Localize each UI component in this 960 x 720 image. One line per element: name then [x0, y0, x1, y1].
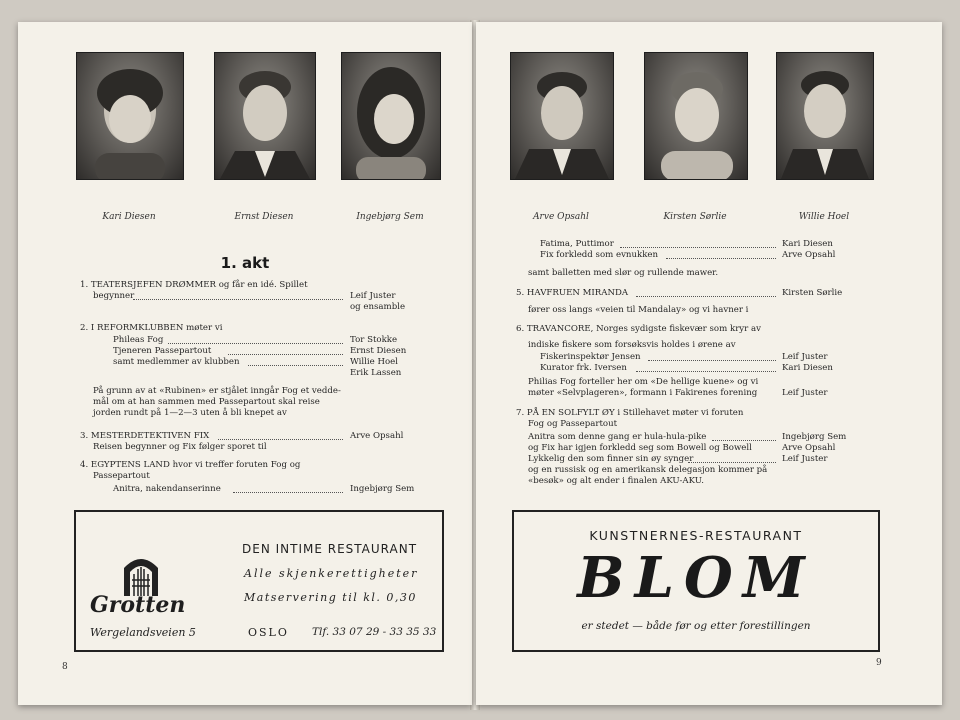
role-name: Leif Juster — [782, 352, 828, 362]
program-line: Passepartout — [93, 471, 150, 481]
program-line: Reisen begynner og Fix følger sporet til — [93, 442, 267, 452]
portrait-photo — [776, 52, 874, 180]
ad-title: DEN INTIME RESTAURANT — [242, 542, 418, 556]
ad-address: Wergelandsveien 5 — [90, 626, 196, 639]
ad-line: Alle skjenkerettigheter — [244, 567, 419, 580]
photo-caption: Ingebjørg Sem — [356, 212, 424, 222]
role-name: Ingebjørg Sem — [350, 484, 415, 494]
dot-leader — [636, 295, 776, 297]
photo-caption: Arve Opsahl — [533, 212, 589, 222]
dot-leader — [168, 342, 343, 344]
blom-ad — [512, 510, 880, 652]
dot-leader — [228, 353, 343, 355]
role-name: Arve Opsahl — [782, 443, 836, 453]
ad-line: Matservering til kl. 0,30 — [244, 591, 417, 604]
program-line: og en russisk og en amerikansk delegasjon kommer på — [528, 465, 768, 475]
portrait-photo — [644, 52, 748, 180]
program-line: 3. MESTERDETEKTIVEN FIX — [80, 431, 210, 441]
program-line: 7. PÅ EN SOLFYLT ØY i Stillehavet møter vi foruten — [516, 408, 744, 418]
blom-brand: BLOM — [577, 545, 815, 611]
grotten-logo-text: Grotten — [90, 592, 186, 618]
act-title: 1. akt — [220, 254, 270, 272]
program-line: jorden rundt på 1—2—3 uten å bli knepet av — [93, 408, 287, 418]
dot-leader — [648, 359, 776, 361]
left-page — [18, 22, 472, 705]
program-line: 6. TRAVANCORE, Norges sydigste fiskevær som kryr av — [516, 324, 761, 334]
program-line: Tjeneren Passepartout — [113, 346, 212, 356]
role-name: Kari Diesen — [782, 239, 833, 249]
program-line: 2. I REFORMKLUBBEN møter vi — [80, 323, 223, 333]
program-line: 5. HAVFRUEN MIRANDA — [516, 288, 629, 298]
grotten-ad — [74, 510, 444, 652]
program-line: Phileas Fog — [113, 335, 164, 345]
role-name: Leif Juster — [350, 291, 396, 301]
program-line: Anitra, nakendanserinne — [113, 484, 221, 494]
role-name: Ernst Diesen — [350, 346, 407, 356]
role-name: Arve Opsahl — [350, 431, 404, 441]
program-line: indiske fiskere som forsøksvis holdes i ørene av — [528, 340, 736, 350]
program-line: Philias Fog forteller her om «De hellige kuene» og vi — [528, 377, 759, 387]
role-name: Arve Opsahl — [782, 250, 836, 260]
role-name: Kirsten Sørlie — [782, 288, 843, 298]
program-line: Lykkelig den som finner sin øy synger — [528, 454, 694, 464]
dot-leader — [688, 461, 776, 463]
page-number: 9 — [876, 658, 882, 668]
program-line: Kurator frk. Iversen — [540, 363, 627, 373]
program-line: møter «Selvplageren», formann i Fakirenes forening — [528, 388, 758, 398]
portrait-photo — [510, 52, 614, 180]
dot-leader — [218, 438, 343, 440]
photo-caption: Kari Diesen — [102, 212, 156, 222]
right-page — [476, 22, 942, 705]
program-line: samt balletten med slør og rullende mawer. — [528, 268, 719, 278]
photo-caption: Kirsten Sørlie — [663, 212, 727, 222]
program-line: Fix forkledd som evnukken — [540, 250, 659, 260]
program-line: begynner — [93, 291, 135, 301]
portrait-photo — [341, 52, 441, 180]
role-name: Ingebjørg Sem — [782, 432, 847, 442]
program-line: Fatima, Puttimor — [540, 239, 614, 249]
role-name: Willie Hoel — [350, 357, 398, 367]
role-name: Kari Diesen — [782, 363, 833, 373]
program-line: fører oss langs «veien til Mandalay» og vi havner i — [528, 305, 749, 315]
program-line: og Fix har igjen forkledd seg som Bowell og Bowell — [528, 443, 752, 453]
dot-leader — [636, 370, 776, 372]
dot-leader — [666, 257, 776, 259]
dot-leader — [712, 439, 776, 441]
dot-leader — [233, 491, 343, 493]
portrait-photo — [76, 52, 184, 180]
ad-city: OSLO — [248, 626, 289, 639]
role-name: og ensamble — [350, 302, 406, 312]
program-line: Fiskerinspektør Jensen — [540, 352, 641, 362]
program-line: Fog og Passepartout — [528, 419, 618, 429]
program-line: 1. TEATERSJEFEN DRØMMER og får en idé. Spillet — [80, 280, 308, 290]
program-line: «besøk» og alt ender i finalen AKU-AKU. — [528, 476, 704, 486]
dot-leader — [248, 364, 343, 366]
program-line: 4. EGYPTENS LAND hvor vi treffer foruten Fog og — [80, 460, 301, 470]
program-line: samt medlemmer av klubben — [113, 357, 240, 367]
ad-phone: Tlf. 33 07 29 - 33 35 33 — [312, 626, 437, 638]
role-name: Tor Stokke — [350, 335, 398, 345]
program-line: mål om at han sammen med Passepartout skal reise — [93, 397, 320, 407]
program-line: Anitra som denne gang er hula-hula-pike — [528, 432, 707, 442]
ad-tagline: er stedet — både før og etter forestillingen — [581, 620, 811, 632]
photo-caption: Willie Hoel — [798, 212, 850, 222]
gate-logo-icon — [118, 552, 164, 596]
role-name: Erik Lassen — [350, 368, 402, 378]
photo-caption: Ernst Diesen — [234, 212, 294, 222]
role-name: Leif Juster — [782, 388, 828, 398]
dot-leader — [133, 298, 343, 300]
ad-title: KUNSTNERNES-RESTAURANT — [589, 528, 803, 543]
portrait-photo — [214, 52, 316, 180]
role-name: Leif Juster — [782, 454, 828, 464]
dot-leader — [620, 246, 776, 248]
program-line: På grunn av at «Rubinen» er stjålet inngår Fog et vedde- — [93, 386, 341, 396]
page-number: 8 — [62, 662, 68, 672]
